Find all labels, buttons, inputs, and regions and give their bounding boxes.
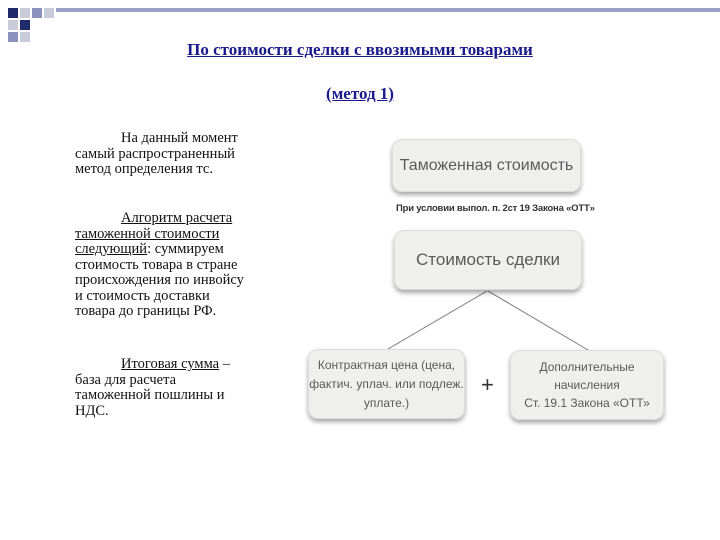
text-line-tail: –	[219, 356, 230, 372]
box-line: фактич. уплач. или подлеж.	[309, 376, 464, 391]
contract-price-box	[308, 349, 465, 419]
text-line: самый распространенный	[75, 145, 235, 162]
connector-right	[488, 291, 588, 350]
connector-left	[388, 291, 487, 349]
text-line: На данный момент	[121, 130, 238, 146]
text-line: товара до границы РФ.	[75, 303, 217, 319]
slide-title: По стоимости сделки с ввозимыми товарами	[187, 40, 533, 59]
box-line: Контрактная цена (цена,	[317, 357, 456, 372]
transaction-value-box	[394, 230, 582, 290]
additional-charges-box	[510, 350, 664, 420]
text-line: метод определения тс.	[75, 161, 213, 177]
condition-label: При условии выпол. п. 2ст 19 Закона «ОТТ»	[396, 203, 595, 214]
box-line: уплате.)	[363, 395, 410, 410]
box-line: Дополнительные	[539, 360, 635, 374]
box-line: Ст. 19.1 Закона «ОТТ»	[524, 396, 650, 410]
text-line: происхождения по инвойсу	[75, 272, 244, 288]
text-line-tail: : суммируем	[147, 241, 224, 257]
customs-value-box	[392, 139, 581, 192]
slide-subtitle: (метод 1)	[326, 84, 394, 103]
box-label: Таможенная стоимость	[399, 156, 574, 174]
text-line-underlined: Итоговая сумма	[121, 356, 220, 372]
text-line-underlined: следующий	[75, 241, 148, 257]
box-label: Стоимость сделки	[416, 250, 560, 269]
text-line: НДС.	[75, 402, 109, 419]
text-line-underlined: таможенной стоимости	[75, 225, 220, 242]
plus-sign: +	[481, 372, 494, 397]
text-line-underlined: Алгоритм расчета	[121, 210, 233, 226]
text-line: и стоимость доставки	[75, 287, 210, 304]
text-line: таможенной пошлины и	[75, 387, 225, 403]
text-line: база для расчета	[75, 371, 177, 388]
text-line: стоимость товара в стране	[75, 256, 238, 273]
box-line: начисления	[554, 378, 620, 392]
